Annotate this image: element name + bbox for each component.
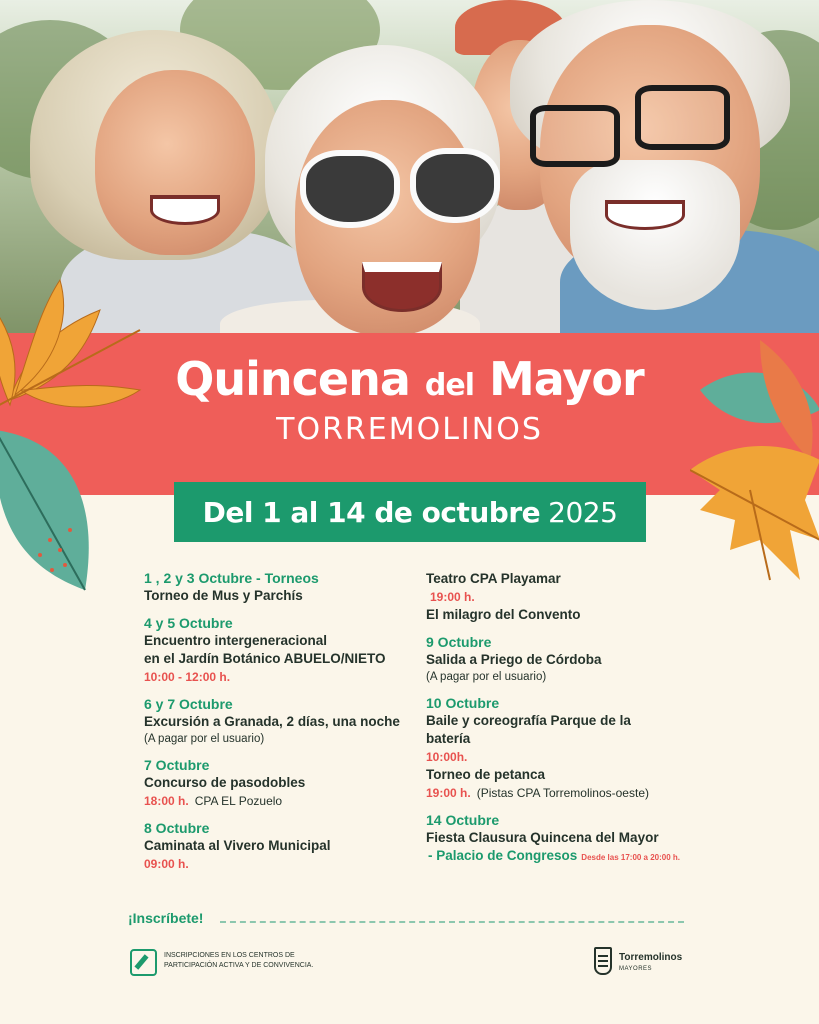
event-title: Torneo de Mus y Parchís bbox=[144, 588, 303, 603]
event-title: El milagro del Convento bbox=[426, 607, 581, 622]
event-date: 14 Octubre bbox=[426, 812, 500, 828]
register-call-to-action: ¡Inscríbete! bbox=[128, 910, 204, 926]
event-location: (Pistas CPA Torremolinos-oeste) bbox=[476, 786, 649, 800]
event-time bbox=[426, 784, 696, 802]
events-column-right bbox=[426, 570, 696, 877]
event-time: 10:00h. bbox=[426, 750, 468, 764]
autumn-leaf-icon bbox=[0, 270, 160, 440]
events-column-left bbox=[144, 570, 414, 883]
event-title: Caminata al Vivero Municipal bbox=[144, 838, 331, 853]
event-date: 1 , 2 y 3 Octubre - Torneos bbox=[144, 570, 319, 586]
event-location: CPA EL Pozuelo bbox=[194, 794, 283, 808]
event-item bbox=[426, 634, 696, 685]
person-smile bbox=[150, 195, 220, 225]
event-date: 7 Octubre bbox=[144, 757, 210, 773]
event-venue: - Palacio de Congresos bbox=[428, 848, 578, 863]
pen-square-icon bbox=[130, 949, 157, 976]
event-time: 09:00 h. bbox=[144, 857, 189, 871]
event-title: en el Jardín Botánico ABUELO/NIETO bbox=[144, 651, 386, 666]
event-title: Torneo de petanca bbox=[426, 767, 546, 782]
eyeglasses-icon bbox=[635, 85, 730, 150]
event-note: (A pagar por el usuario) bbox=[426, 671, 547, 683]
event-date: 4 y 5 Octubre bbox=[144, 615, 233, 631]
logo-subtitle: MAYORES bbox=[619, 966, 653, 972]
municipal-shield-icon bbox=[594, 947, 612, 975]
date-range-text: Del 1 al 14 de octubre bbox=[202, 495, 541, 529]
date-range-badge bbox=[174, 482, 646, 542]
event-hours: Desde las 17:00 a 20:00 h. bbox=[581, 853, 681, 862]
dashed-divider bbox=[220, 921, 684, 923]
event-item bbox=[144, 820, 414, 873]
event-item bbox=[426, 695, 696, 802]
event-time-value: 18:00 h. bbox=[144, 794, 189, 808]
event-item bbox=[144, 615, 414, 686]
title-word: del bbox=[424, 368, 475, 403]
sunglasses-icon bbox=[300, 150, 400, 228]
autumn-leaf-icon bbox=[690, 340, 819, 585]
event-date: 10 Octubre bbox=[426, 695, 500, 711]
person-laugh bbox=[362, 262, 442, 312]
person-smile bbox=[605, 200, 685, 230]
event-time: 19:00 h. bbox=[430, 590, 475, 604]
page-subtitle: TORREMOLINOS bbox=[276, 412, 543, 447]
event-time bbox=[144, 792, 414, 810]
person-face bbox=[95, 70, 255, 255]
event-time: 10:00 - 12:00 h. bbox=[144, 670, 231, 684]
event-title: Fiesta Clausura Quincena del Mayor bbox=[426, 830, 659, 845]
year-text: 2025 bbox=[548, 495, 618, 529]
event-item bbox=[426, 570, 696, 624]
event-date: 8 Octubre bbox=[144, 820, 210, 836]
event-item bbox=[426, 812, 696, 867]
title-word: Mayor bbox=[489, 352, 644, 406]
green-leaf-icon bbox=[0, 420, 100, 595]
event-item bbox=[144, 757, 414, 810]
event-venue-line bbox=[426, 847, 696, 867]
event-time-value: 19:00 h. bbox=[426, 786, 471, 800]
logo-name: Torremolinos bbox=[619, 952, 683, 963]
event-item bbox=[144, 696, 414, 747]
event-item bbox=[144, 570, 414, 605]
inscription-info: INSCRIPCIONES EN LOS CENTROS DE PARTICIPACIÓN ACTIVA Y DE CONVIVENCIA. bbox=[164, 952, 314, 969]
person-beard bbox=[570, 160, 740, 310]
event-title: Baile y coreografía Parque de la bbox=[426, 713, 631, 728]
event-date: 6 y 7 Octubre bbox=[144, 696, 233, 712]
event-date: 9 Octubre bbox=[426, 634, 492, 650]
event-title: Encuentro intergeneracional bbox=[144, 633, 328, 648]
eyeglasses-icon bbox=[530, 105, 620, 167]
event-title: Teatro CPA Playamar bbox=[426, 571, 561, 586]
title-word: Quincena bbox=[175, 352, 410, 406]
event-title: Concurso de pasodobles bbox=[144, 775, 306, 790]
event-title: Excursión a Granada, 2 días, una noche bbox=[144, 714, 400, 729]
event-title: Salida a Priego de Córdoba bbox=[426, 652, 602, 667]
sunglasses-icon bbox=[410, 148, 500, 223]
event-title: batería bbox=[426, 731, 471, 746]
event-note: (A pagar por el usuario) bbox=[144, 733, 265, 745]
